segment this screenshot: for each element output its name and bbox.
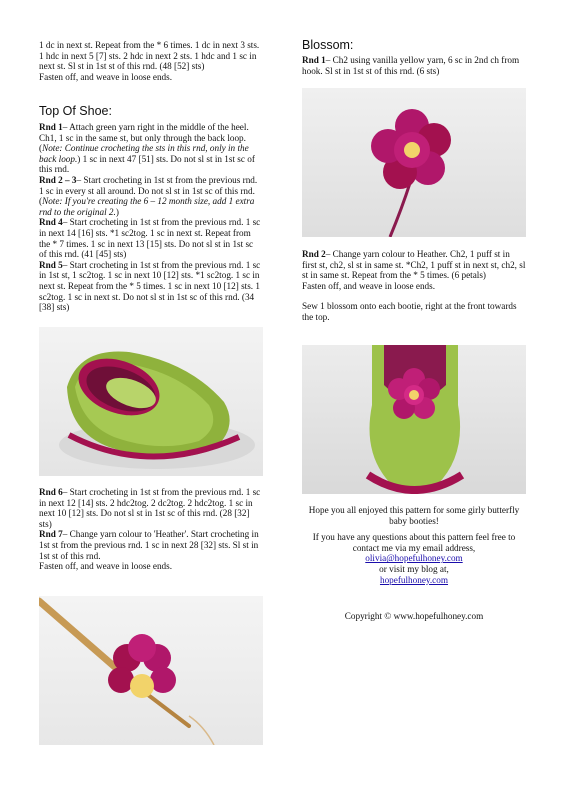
rnd6-text: – Start crocheting in 1st st from the previous rnd. 1 sc in next 12 [14] sts. 2 hdc2tog. 2 dc2tog. 2 hdc2tog. 1 sc in next 10 [12] sts. Do not sl st in 1st sc of this rnd. (28 [32] sts) — [39, 487, 261, 529]
hook-illustration — [39, 596, 263, 745]
rnd4-paragraph — [39, 217, 263, 259]
blossom-illustration — [302, 88, 526, 237]
bootie-illustration — [39, 327, 263, 476]
blossom-rnd2-text: – Change yarn colour to Heather. Ch2, 1 puff st in first st, ch2, sl st in same st. *Ch2, 1 puff st in next st, ch2, sl st in same st. Repeat from the * 5 times. (6 petals) — [302, 249, 526, 281]
blossom-rnd2-label: Rnd 2 — [302, 249, 326, 259]
rnd6-label: Rnd 6 — [39, 487, 63, 497]
rnd23-text2: ) — [115, 206, 119, 217]
rnd7-paragraph — [39, 529, 263, 571]
rnd7-label: Rnd 7 — [39, 529, 63, 540]
finished-bootie-illustration — [302, 345, 526, 494]
blog-link[interactable]: hopefulhoney.com — [379, 574, 449, 585]
rnd4-text: – Start crocheting in 1st st from the previous rnd. 1 sc in next 14 [16] sts. *1 sc2tog. 1 sc in next st. Repeat from the * 7 times. 1 sc in next 13 [15] sts. Do not sl st in 1st sc of this rnd. (41 [45] sts) — [39, 217, 261, 260]
copyright-text: Copyright © www.hopefulhoney.com — [344, 611, 484, 622]
rnd5-label: Rnd 5 — [39, 259, 63, 270]
flower-petals — [371, 109, 451, 189]
rnd1-label: Rnd 1 — [39, 122, 63, 132]
hook-blossom — [108, 634, 176, 698]
rnd23-paragraph — [39, 175, 263, 217]
rnd5-text: – Start crocheting in 1st st from the previous rnd. 1 sc in 1st st, 1 sc2tog. 1 sc in next 10 [12] sts. *1 sc2tog. 1 sc in next st. Repeat from the * 5 times. 1 sc in next 10 [12] sts. 1 sc2tog. 1 sc in next st. Do not sl st in 1st sc of this rnd. (34 [38] sts) — [39, 259, 261, 313]
rnd7-text: – Change yarn colour to 'Heather'. Start crocheting in 1st st from the previous rnd. 1 sc in next 28 [32] sts. Sl st in 1st st of this rnd. — [39, 529, 259, 561]
closing-thanks: Hope you all enjoyed this pattern for some girly butterfly baby booties! — [308, 505, 520, 526]
rnd1-text: – Attach green yarn right in the middle of the heel. Ch1, 1 sc in the same st, but only through the back loop. ( — [39, 122, 249, 154]
closing-contact: If you have any questions about this pattern feel free to contact me via my email address, — [312, 532, 516, 553]
rnd4-label: Rnd 4 — [39, 217, 63, 228]
blossom-rnd1-label: Rnd 1 — [302, 55, 326, 65]
finished-bootie-photo — [302, 345, 526, 494]
left-intro-text — [39, 40, 263, 82]
rnd23-label: Rnd 2 – 3 — [39, 174, 77, 185]
rnd1-text2: ) 1 sc in next 47 [51] sts. Do not sl st in 1st sc of this rnd. — [39, 153, 255, 175]
blossom-rnd1-text: – Ch2 using vanilla yellow yarn, 6 sc in 2nd ch from hook. Sl st in 1st st of this rnd. (6 sts) — [302, 55, 520, 76]
rnd23-note: Note: If you're creating the 6 – 12 month size, add 1 extra rnd to the original 2. — [39, 196, 255, 217]
blossom-photo — [302, 88, 526, 237]
rnd23-text: – Start crocheting in 1st st from the previous rnd. 1 sc in every st all around. Do not sl st in 1st sc of this rnd. ( — [39, 174, 258, 207]
rnd7-tail: Fasten off, and weave in loose ends. — [39, 561, 173, 572]
rnd6-7-instructions — [39, 487, 263, 572]
rnd5-paragraph — [39, 260, 263, 313]
rnd1-paragraph — [39, 122, 263, 175]
intro-paragraph: 1 dc in next st. Repeat from the * 6 times. 1 dc in next 3 sts. 1 hdc in next 5 [7] sts. 2 hdc in next 2 sts. 1 hdc and 1 sc in next st. Sl st in 1st st of this rnd. (48 [52] sts) — [39, 40, 260, 72]
email-link[interactable]: olivia@hopefulhoney.com — [365, 553, 463, 564]
bootie-top-photo — [39, 327, 263, 476]
blossom-rnd2 — [302, 249, 526, 323]
intro-tail: Fasten off, and weave in loose ends. — [39, 71, 173, 82]
blossom-hook-photo — [39, 596, 263, 745]
blossom-rnd2-tail: Fasten off, and weave in loose ends. — [302, 280, 436, 291]
top-of-shoe-instructions — [39, 122, 263, 313]
blossom-heading: Blossom: — [302, 38, 354, 52]
top-of-shoe-heading: Top Of Shoe: — [39, 104, 112, 118]
rnd1-note: Note: Continue crocheting the sts in this rnd, only in the back loop. — [39, 143, 249, 164]
blossom-rnd1 — [302, 55, 526, 76]
sew-instruction: Sew 1 blossom onto each bootie, right at the front towards the top. — [302, 301, 517, 322]
rnd6-paragraph — [39, 487, 263, 529]
closing-notes — [302, 505, 526, 622]
blog-prompt: or visit my blog at, — [379, 563, 449, 574]
